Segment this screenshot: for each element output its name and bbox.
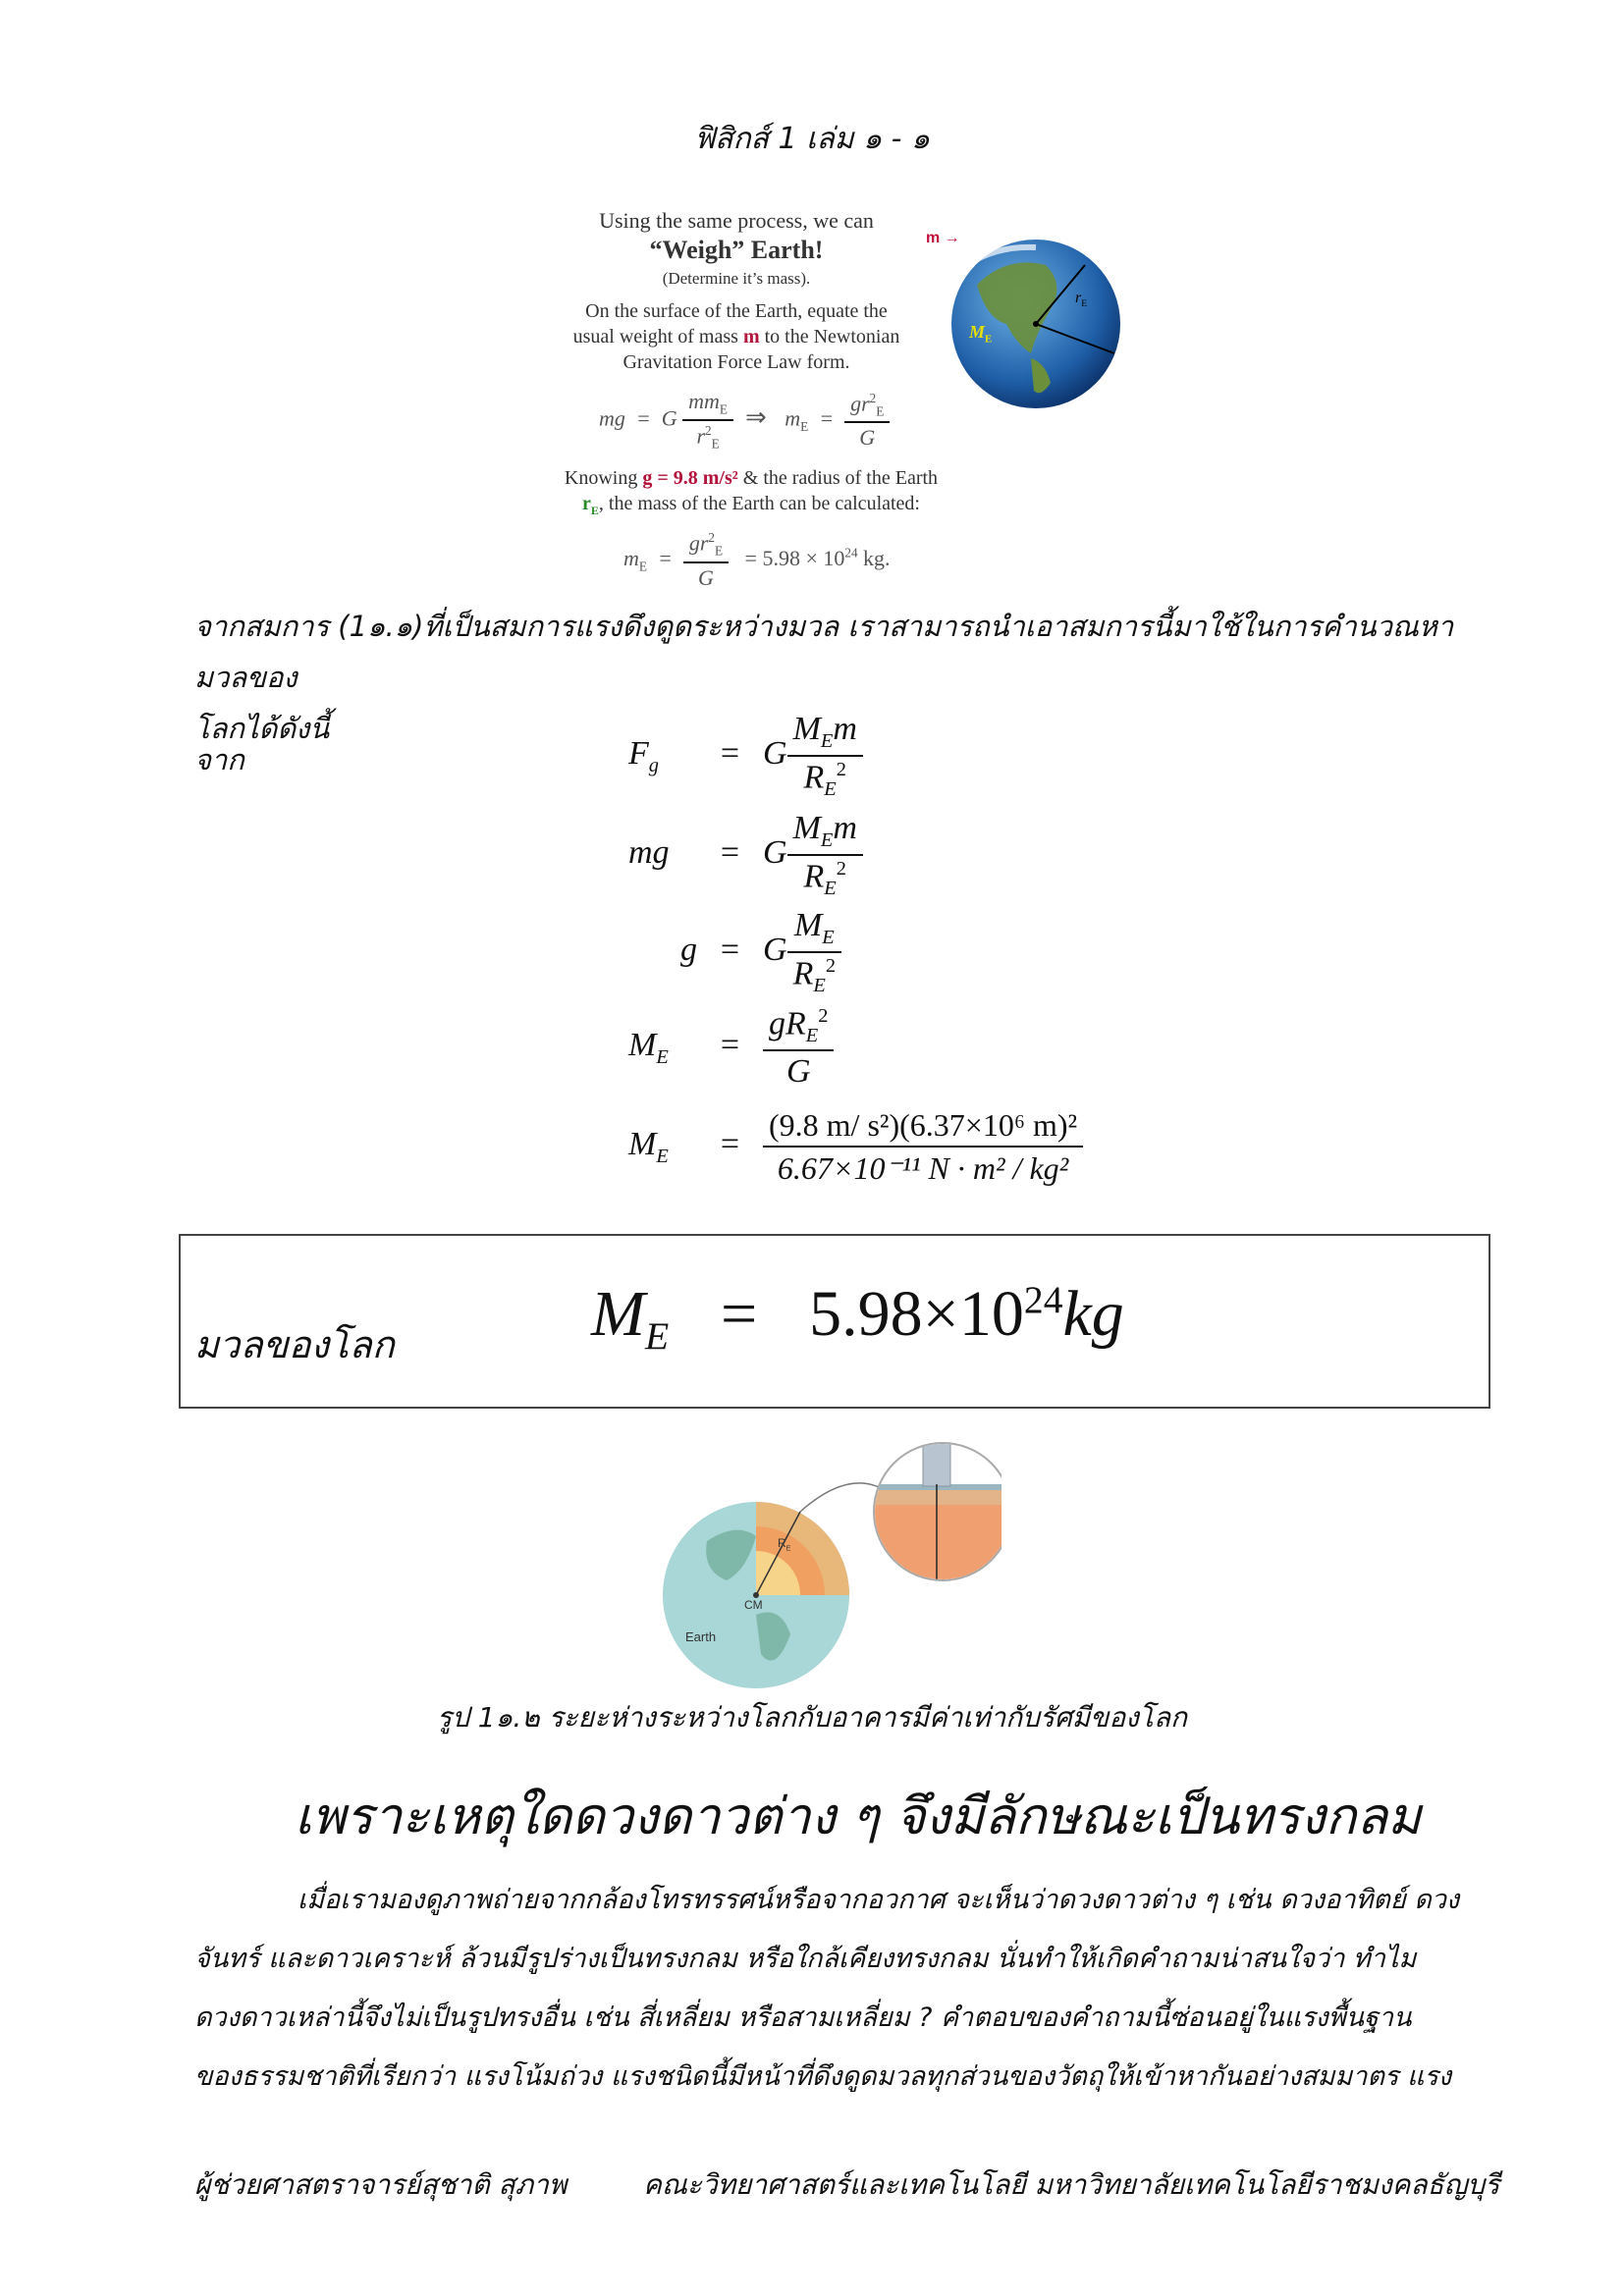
earth-cutaway-diagram xyxy=(648,1433,1001,1688)
fig-line-3 xyxy=(545,326,928,348)
result-unit: kg xyxy=(1062,1278,1124,1350)
fig-formula-2: $m_E$ = $\frac{gr^2_E}{G}$ = $5.98 \times 10^{24}$ kg. xyxy=(623,530,891,590)
intro-line-2: โลกได้ดังนี้ xyxy=(194,712,330,745)
eq5-lhs xyxy=(628,1126,697,1168)
fig-weigh-title: “Weigh” Earth! xyxy=(649,236,824,264)
eq3-lhs: g xyxy=(680,931,697,968)
fig-determine: (Determine it’s mass). xyxy=(662,269,811,288)
fig-calc xyxy=(545,493,957,518)
body-line-3: ดวงดาวเหล่านี้จึงไม่เป็นรูปทรงอื่น เช่น สี่เหลี่ยม หรือสามเหลี่ยม ? คำตอบของคำถามนี้ซ่อนอยู่ในแรงพื้นฐาน xyxy=(194,2002,1412,2033)
result-exp: 24 xyxy=(1023,1278,1063,1321)
eq1-lhs-f: F xyxy=(628,734,649,772)
fig-result: = 5.98 × 10 xyxy=(744,545,845,570)
fig-knowing-b: & the radius of the Earth xyxy=(742,467,939,489)
body-line-1: เมื่อเรามองดูภาพถ่ายจากกล้องโทรทรรศน์หรือจากอวกาศ จะเห็นว่าดวงดาวต่าง ๆ เช่น ดวงอาทิตย์ ดวง xyxy=(298,1885,1460,1915)
eq5-lhs-m: M xyxy=(628,1126,657,1163)
fig-calc-text: , the mass of the Earth can be calculated: xyxy=(598,493,920,514)
fig-re xyxy=(582,493,599,517)
fig-label-re-r: r xyxy=(1075,290,1082,306)
eq4-lhs-sub: E xyxy=(656,1046,669,1069)
fig-knowing-g: g = 9.8 m/s² xyxy=(642,467,738,489)
equation-5: $M_E$ = $\frac{\text{(9.8 m/ s²)(6.37×10⁶ m)²}}{\text{6.67×10⁻¹¹ N · m² / kg²}}$ xyxy=(628,1107,1083,1187)
fig-formula-1: mg = G $\frac{mm_E}{r^2_E}$ ⇒ $m_E$ = $\frac{gr^2_E}{G}$ xyxy=(599,389,890,453)
equation-1: $F_g = G$ $\frac{M_Em}{R_E^2}$ xyxy=(628,711,863,801)
result-mantissa: 5.98×10 xyxy=(809,1278,1024,1350)
fig-re-label-r: R xyxy=(778,1536,786,1550)
page-footer xyxy=(194,2163,1499,2207)
fig-earth-label: Earth xyxy=(685,1629,717,1644)
fig-result-unit: kg. xyxy=(863,545,891,570)
weigh-earth-figure xyxy=(545,196,1124,609)
fig-label-me-m: M xyxy=(969,322,986,342)
eq5-lhs-sub: E xyxy=(656,1146,669,1168)
fig-re-label: $R_E$ xyxy=(778,1536,791,1553)
fig-line-1: Using the same process, we can xyxy=(599,208,874,233)
fig-result-exp: 24 xyxy=(844,545,858,561)
fig-line-2: On the surface of the Earth, equate the xyxy=(585,300,888,322)
fig-line-3a: usual weight of mass xyxy=(572,326,738,347)
eq4-lhs xyxy=(628,1027,697,1069)
figure-caption: รูป 1๑.๒ ระยะห่างระหว่างโลกกับอาคารมีค่าเท่ากับรัศมีของโลก xyxy=(437,1701,1187,1734)
result-equation: $M_E = 5.98\times 10^{24}kg$ xyxy=(591,1278,1124,1359)
fig-line-3-m: m xyxy=(742,326,760,347)
eq5-denominator: 6.67×10⁻¹¹ N · m² / kg² xyxy=(777,1150,1069,1186)
fig-label-m: m → xyxy=(926,230,960,246)
body-line-2: จันทร์ และดาวเคราะห์ ล้วนมีรูปร่างเป็นทรงกลม หรือใกล้เคียงทรงกลม นั่นทำให้เกิดคำถามน่าสนใจว่า ทำไม xyxy=(194,1944,1417,1974)
fig-re-sub: E xyxy=(590,504,599,517)
fig-knowing-a: Knowing xyxy=(564,467,638,489)
fig-label-re: $r_E$ xyxy=(1075,290,1088,310)
intro-line-1: จากสมการ (1๑.๑)ที่เป็นสมการแรงดึงดูดระหว่างมวล เราสามารถนำเอาสมการนี้มาใช้ในการคำนวณหามวลของ xyxy=(194,610,1454,694)
eq4-lhs-m: M xyxy=(628,1027,657,1064)
from-label: จาก xyxy=(194,743,244,776)
eq2-lhs: mg xyxy=(628,833,670,871)
fig-re-r: r xyxy=(582,493,591,514)
equation-3: g = G $\frac{M_E}{R_E^2}$ xyxy=(628,907,841,997)
footer-faculty: คณะวิทยาศาสตร์และเทคโนโลยี มหาวิทยาลัยเทคโนโลยีราชมงคลธัญบุรี xyxy=(643,2168,1500,2201)
eq5-numerator: (9.8 m/ s²)(6.37×10⁶ m)² xyxy=(763,1107,1083,1148)
equation-4: $M_E$ = $\frac{gR_E^2}{G}$ xyxy=(628,1005,834,1091)
fig-knowing xyxy=(545,467,957,490)
page-header: ฟิสิกส์ 1 เล่ม ๑ - ๑ xyxy=(693,122,931,156)
fig-line-4: Gravitation Force Law form. xyxy=(623,351,850,373)
fig-line-3b: to the Newtonian xyxy=(764,326,900,347)
earth-building-figure xyxy=(648,1433,1001,1688)
earth-globe-image xyxy=(938,226,1124,412)
fig-cm-label: CM xyxy=(744,1598,763,1612)
result-label: มวลของโลก xyxy=(194,1323,395,1366)
footer-author: ผู้ช่วยศาสตราจารย์สุชาติ สุภาพ xyxy=(194,2168,568,2201)
body-paragraph xyxy=(194,1871,1490,2107)
body-line-4: ของธรรมชาติที่เรียกว่า แรงโน้มถ่วง แรงชนิดนี้มีหน้าที่ดึงดูดมวลทุกส่วนของวัตถุให้เข้าหากันอย่างสมมาตร แรง xyxy=(194,2061,1452,2092)
section-heading: เพราะเหตุใดดวงดาวต่าง ๆ จึงมีลักษณะเป็นทรงกลม xyxy=(295,1788,1422,1846)
fig-label-me: $M_E$ xyxy=(969,322,993,346)
eq1-lhs-sub: g xyxy=(648,754,659,776)
result-box xyxy=(179,1234,1490,1409)
eq1-lhs xyxy=(628,735,697,777)
equation-2: mg = G $\frac{M_Em}{R_E^2}$ xyxy=(628,810,863,900)
